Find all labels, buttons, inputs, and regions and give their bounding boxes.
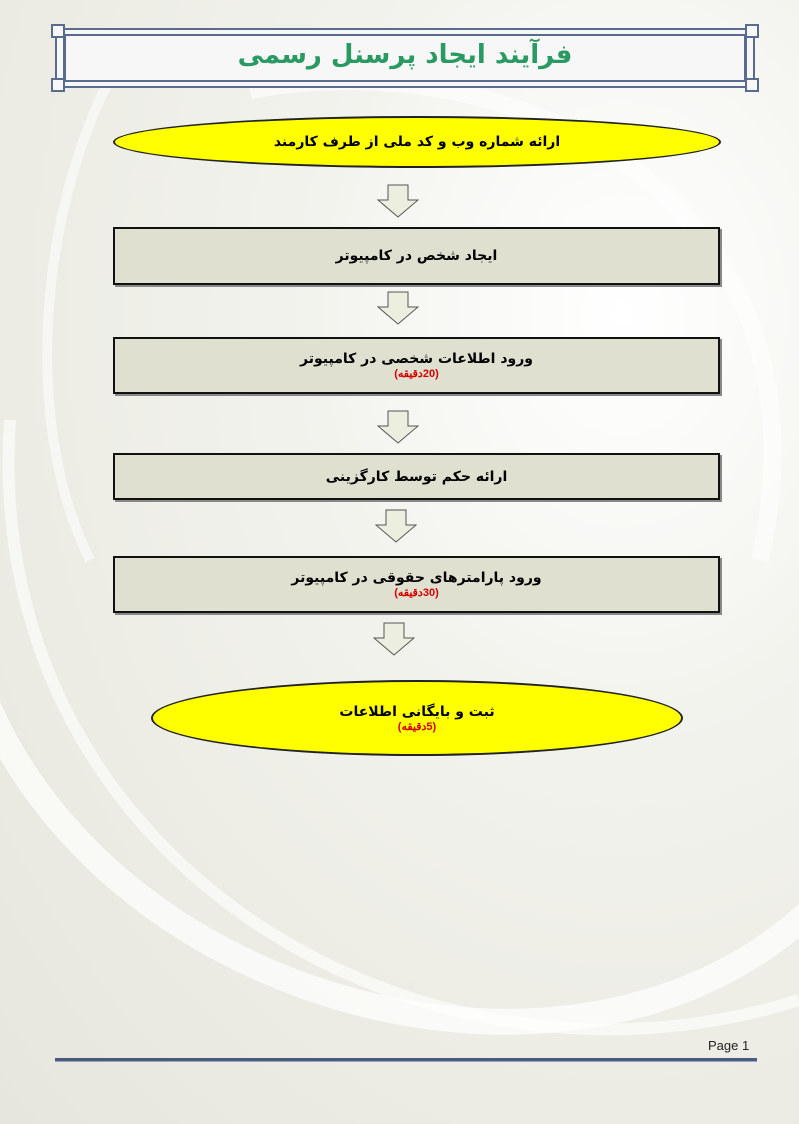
step-box xyxy=(113,556,720,613)
step-box xyxy=(113,227,720,285)
step-label: ایجاد شخص در کامپیوتر xyxy=(335,248,498,264)
step-duration: (20دقیقه) xyxy=(394,368,439,380)
step-box xyxy=(113,453,720,500)
down-arrow-icon xyxy=(375,509,417,543)
step-label: ورود پارامترهای حقوقی در کامپیوتر xyxy=(291,570,542,586)
step-duration: (5دقیقه) xyxy=(397,720,437,733)
frame-corner xyxy=(745,78,759,92)
step-label: ارائه حکم توسط کارگزینی xyxy=(325,468,508,485)
page-number: Page 1 xyxy=(708,1038,750,1053)
step-label: ارائه شماره وب و کد ملی از طرف کارمند xyxy=(273,134,561,150)
step-end-ellipse xyxy=(151,680,683,756)
step-box xyxy=(113,337,720,394)
step-label: ثبت و بایگانی اطلاعات xyxy=(339,703,495,720)
page-title: فرآیند ایجاد پرسنل رسمی xyxy=(237,40,573,70)
down-arrow-icon xyxy=(377,184,419,218)
down-arrow-icon xyxy=(377,291,419,325)
title-banner xyxy=(55,28,755,88)
step-label: ورود اطلاعات شخصی در کامپیوتر xyxy=(300,351,533,367)
frame-corner xyxy=(51,24,65,38)
step-duration: (30دقیقه) xyxy=(394,587,439,599)
step-start-ellipse xyxy=(113,116,721,168)
footer-divider xyxy=(55,1058,757,1062)
down-arrow-icon xyxy=(373,622,415,656)
frame-corner xyxy=(745,24,759,38)
down-arrow-icon xyxy=(377,410,419,444)
frame-corner xyxy=(51,78,65,92)
